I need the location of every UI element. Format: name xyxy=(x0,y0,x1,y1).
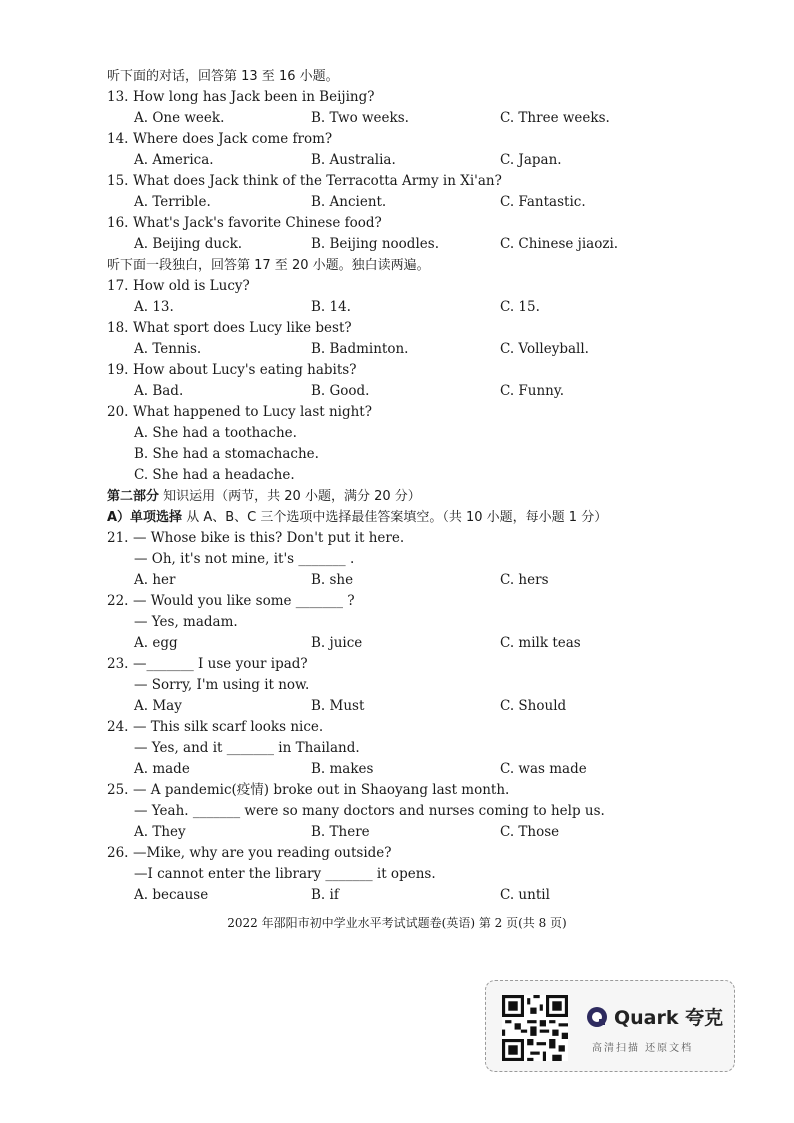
option-row xyxy=(134,696,754,717)
option-a: A. America. xyxy=(134,152,214,168)
option-b: B. juice xyxy=(311,635,363,651)
option-a: A. One week. xyxy=(134,110,225,126)
question-text: — Would you like some _______ ? xyxy=(133,593,355,609)
option-row xyxy=(134,633,754,654)
question xyxy=(107,843,754,864)
option-row xyxy=(134,339,754,360)
question-text: How about Lucy's eating habits? xyxy=(133,362,357,378)
option-b: B. she xyxy=(311,572,354,588)
question-number: 20. xyxy=(107,404,129,420)
option-b: B. Must xyxy=(311,698,365,714)
quark-tagline: 高清扫描 还原文档 xyxy=(592,1043,694,1054)
option-row xyxy=(134,759,754,780)
question-number: 26. xyxy=(107,845,129,861)
answer-line: A. She had a toothache. xyxy=(134,425,297,441)
question xyxy=(107,276,754,297)
question-text: — This silk scarf looks nice. xyxy=(133,719,324,735)
question-number: 15. xyxy=(107,173,129,189)
quark-watermark xyxy=(485,980,735,1072)
quark-brand-text: Quark 夸克 xyxy=(614,1007,724,1029)
question xyxy=(107,171,754,192)
option-row xyxy=(134,234,754,255)
option-a: A. Terrible. xyxy=(134,194,211,210)
option-b: B. Good. xyxy=(311,383,370,399)
question-number: 22. xyxy=(107,593,129,609)
option-row xyxy=(134,108,754,129)
question-text: What happened to Lucy last night? xyxy=(133,404,372,420)
listening-instruction: 听下面一段独白，回答第 17 至 20 小题。独白读两遍。 xyxy=(107,258,430,273)
option-b: B. Badminton. xyxy=(311,341,409,357)
answer-line: —I cannot enter the library _______ it opens. xyxy=(134,866,436,882)
option-a: A. May xyxy=(134,698,182,714)
option-c: C. Funny. xyxy=(500,383,565,399)
option-row xyxy=(134,885,754,906)
question-number: 25. xyxy=(107,782,129,798)
question-number: 23. xyxy=(107,656,129,672)
question xyxy=(107,780,754,801)
section-desc: 从 A、B、C 三个选项中选择最佳答案填空。（共 10 小题，每小题 1 分） xyxy=(182,510,608,525)
question xyxy=(107,87,754,108)
quark-logo-icon xyxy=(586,1006,608,1028)
answer-line: — Yeah. _______ were so many doctors and nurses coming to help us. xyxy=(134,803,605,819)
option-c: C. 15. xyxy=(500,299,540,315)
option-row xyxy=(134,297,754,318)
answer-line: B. She had a stomachache. xyxy=(134,446,319,462)
section-heading xyxy=(107,507,754,528)
question xyxy=(107,717,754,738)
question-number: 17. xyxy=(107,278,129,294)
question-text: What sport does Lucy like best? xyxy=(133,320,352,336)
answer-line: — Sorry, I'm using it now. xyxy=(134,677,310,693)
option-c: C. milk teas xyxy=(500,635,581,651)
option-row xyxy=(134,570,754,591)
option-c: C. Chinese jiaozi. xyxy=(500,236,619,252)
question-text: —_______ I use your ipad? xyxy=(133,656,308,672)
option-a: A. egg xyxy=(134,635,178,651)
section-heading xyxy=(107,486,754,507)
question-number: 18. xyxy=(107,320,129,336)
qr-code-icon xyxy=(502,995,568,1061)
option-c: C. Three weeks. xyxy=(500,110,610,126)
question xyxy=(107,213,754,234)
question xyxy=(107,318,754,339)
quark-brand xyxy=(586,1003,723,1030)
option-a: A. Bad. xyxy=(134,383,184,399)
answer-line: C. She had a headache. xyxy=(134,467,295,483)
question-text: How old is Lucy? xyxy=(133,278,250,294)
option-row xyxy=(134,822,754,843)
question-text: What's Jack's favorite Chinese food? xyxy=(133,215,382,231)
question-text: — A pandemic(疫情) broke out in Shaoyang last month. xyxy=(133,782,510,798)
question-text: — Whose bike is this? Don't put it here. xyxy=(133,530,405,546)
answer-line: — Yes, madam. xyxy=(134,614,238,630)
question xyxy=(107,591,754,612)
question xyxy=(107,360,754,381)
question xyxy=(107,129,754,150)
option-c: C. Japan. xyxy=(500,152,562,168)
option-c: C. until xyxy=(500,887,550,903)
option-a: A. Tennis. xyxy=(134,341,202,357)
section-title: A）单项选择 xyxy=(107,510,183,525)
answer-line: — Oh, it's not mine, it's _______ . xyxy=(134,551,355,567)
option-c: C. hers xyxy=(500,572,549,588)
option-b: B. Two weeks. xyxy=(311,110,409,126)
option-b: B. Australia. xyxy=(311,152,396,168)
question-text: What does Jack think of the Terracotta Army in Xi'an? xyxy=(133,173,502,189)
option-row xyxy=(134,150,754,171)
option-b: B. if xyxy=(311,887,339,903)
question xyxy=(107,654,754,675)
listening-instruction: 听下面的对话，回答第 13 至 16 小题。 xyxy=(107,69,339,84)
question-text: How long has Jack been in Beijing? xyxy=(133,89,375,105)
option-b: B. 14. xyxy=(311,299,351,315)
option-b: B. Ancient. xyxy=(311,194,387,210)
option-b: B. There xyxy=(311,824,370,840)
option-a: A. her xyxy=(134,572,176,588)
question-text: —Mike, why are you reading outside? xyxy=(133,845,392,861)
section-desc: 知识运用（两节，共 20 小题，满分 20 分） xyxy=(159,489,421,504)
question-number: 24. xyxy=(107,719,129,735)
question-number: 21. xyxy=(107,530,129,546)
question-number: 19. xyxy=(107,362,129,378)
option-row xyxy=(134,381,754,402)
option-c: C. Those xyxy=(500,824,560,840)
question-number: 14. xyxy=(107,131,129,147)
option-a: A. Beijing duck. xyxy=(134,236,243,252)
option-c: C. Should xyxy=(500,698,567,714)
option-a: A. 13. xyxy=(134,299,174,315)
option-a: A. made xyxy=(134,761,190,777)
option-c: C. Volleyball. xyxy=(500,341,589,357)
option-a: A. They xyxy=(134,824,186,840)
option-c: C. was made xyxy=(500,761,587,777)
option-row xyxy=(134,192,754,213)
section-title: 第二部分 xyxy=(107,489,160,504)
option-a: A. because xyxy=(134,887,209,903)
question xyxy=(107,528,754,549)
page-footer: 2022 年邵阳市初中学业水平考试试题卷(英语) 第 2 页(共 8 页) xyxy=(227,916,567,930)
question-number: 16. xyxy=(107,215,129,231)
question-text: Where does Jack come from? xyxy=(133,131,333,147)
option-c: C. Fantastic. xyxy=(500,194,586,210)
question xyxy=(107,402,754,423)
option-b: B. makes xyxy=(311,761,374,777)
question-number: 13. xyxy=(107,89,129,105)
answer-line: — Yes, and it _______ in Thailand. xyxy=(134,740,360,756)
option-b: B. Beijing noodles. xyxy=(311,236,439,252)
